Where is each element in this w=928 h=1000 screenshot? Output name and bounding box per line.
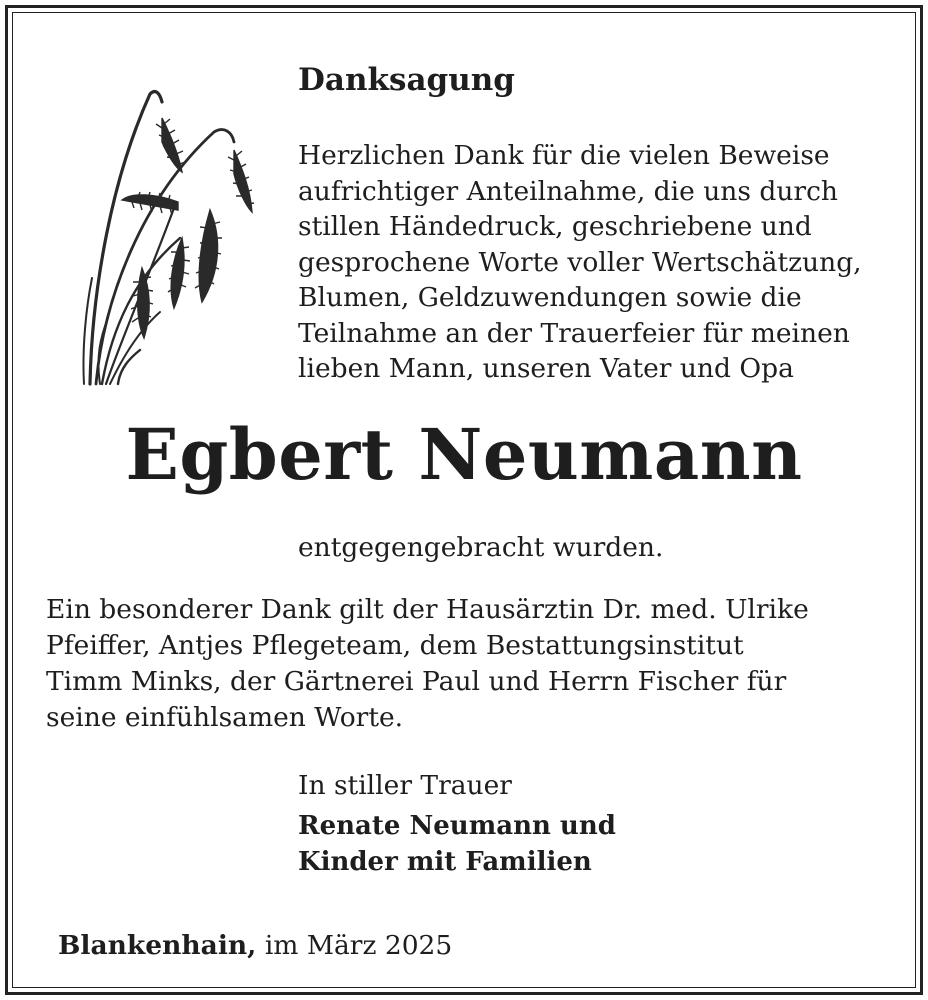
deceased-name: Egbert Neumann — [125, 413, 803, 496]
signer-line: Renate Neumann und — [298, 811, 616, 841]
special-thanks-text — [46, 592, 809, 736]
thanks-line: Ein besonderer Dank gilt der Hausärztin Dr. med. Ulrike — [46, 594, 809, 625]
intro-line: lieben Mann, unseren Vater und Opa — [298, 353, 794, 384]
signers — [298, 808, 616, 880]
place-name: Blankenhain, — [58, 930, 257, 961]
intro-line: Teilnahme an der Trauerfeier für meinen — [298, 317, 850, 349]
after-name-text: entgegengebracht wurden. — [298, 532, 664, 563]
thanks-line: seine einfühlsamen Worte. — [46, 702, 404, 733]
mourning-phrase: In stiller Trauer — [298, 770, 512, 801]
notice-title: Danksagung — [298, 62, 515, 98]
thanks-line: Pfeiffer, Antjes Pflegeteam, dem Bestattungsinstitut — [46, 630, 744, 661]
intro-line: stillen Händedruck, geschriebene und — [298, 211, 812, 242]
thanks-line: Timm Minks, der Gärtnerei Paul und Herrn Fischer für — [46, 666, 787, 697]
intro-line: Blumen, Geldzuwendungen sowie die — [298, 282, 802, 313]
place-date — [58, 928, 452, 963]
intro-line: gesprochene Worte voller Wertschätzung, — [298, 246, 862, 278]
grass-ears-icon — [82, 88, 272, 388]
intro-line: Herzlichen Dank für die vielen Beweise — [298, 140, 830, 171]
signer-line: Kinder mit Familien — [298, 847, 592, 877]
date-text: im März 2025 — [256, 930, 453, 961]
intro-line: aufrichtiger Anteilnahme, die uns durch — [298, 175, 838, 207]
intro-text — [298, 138, 862, 387]
